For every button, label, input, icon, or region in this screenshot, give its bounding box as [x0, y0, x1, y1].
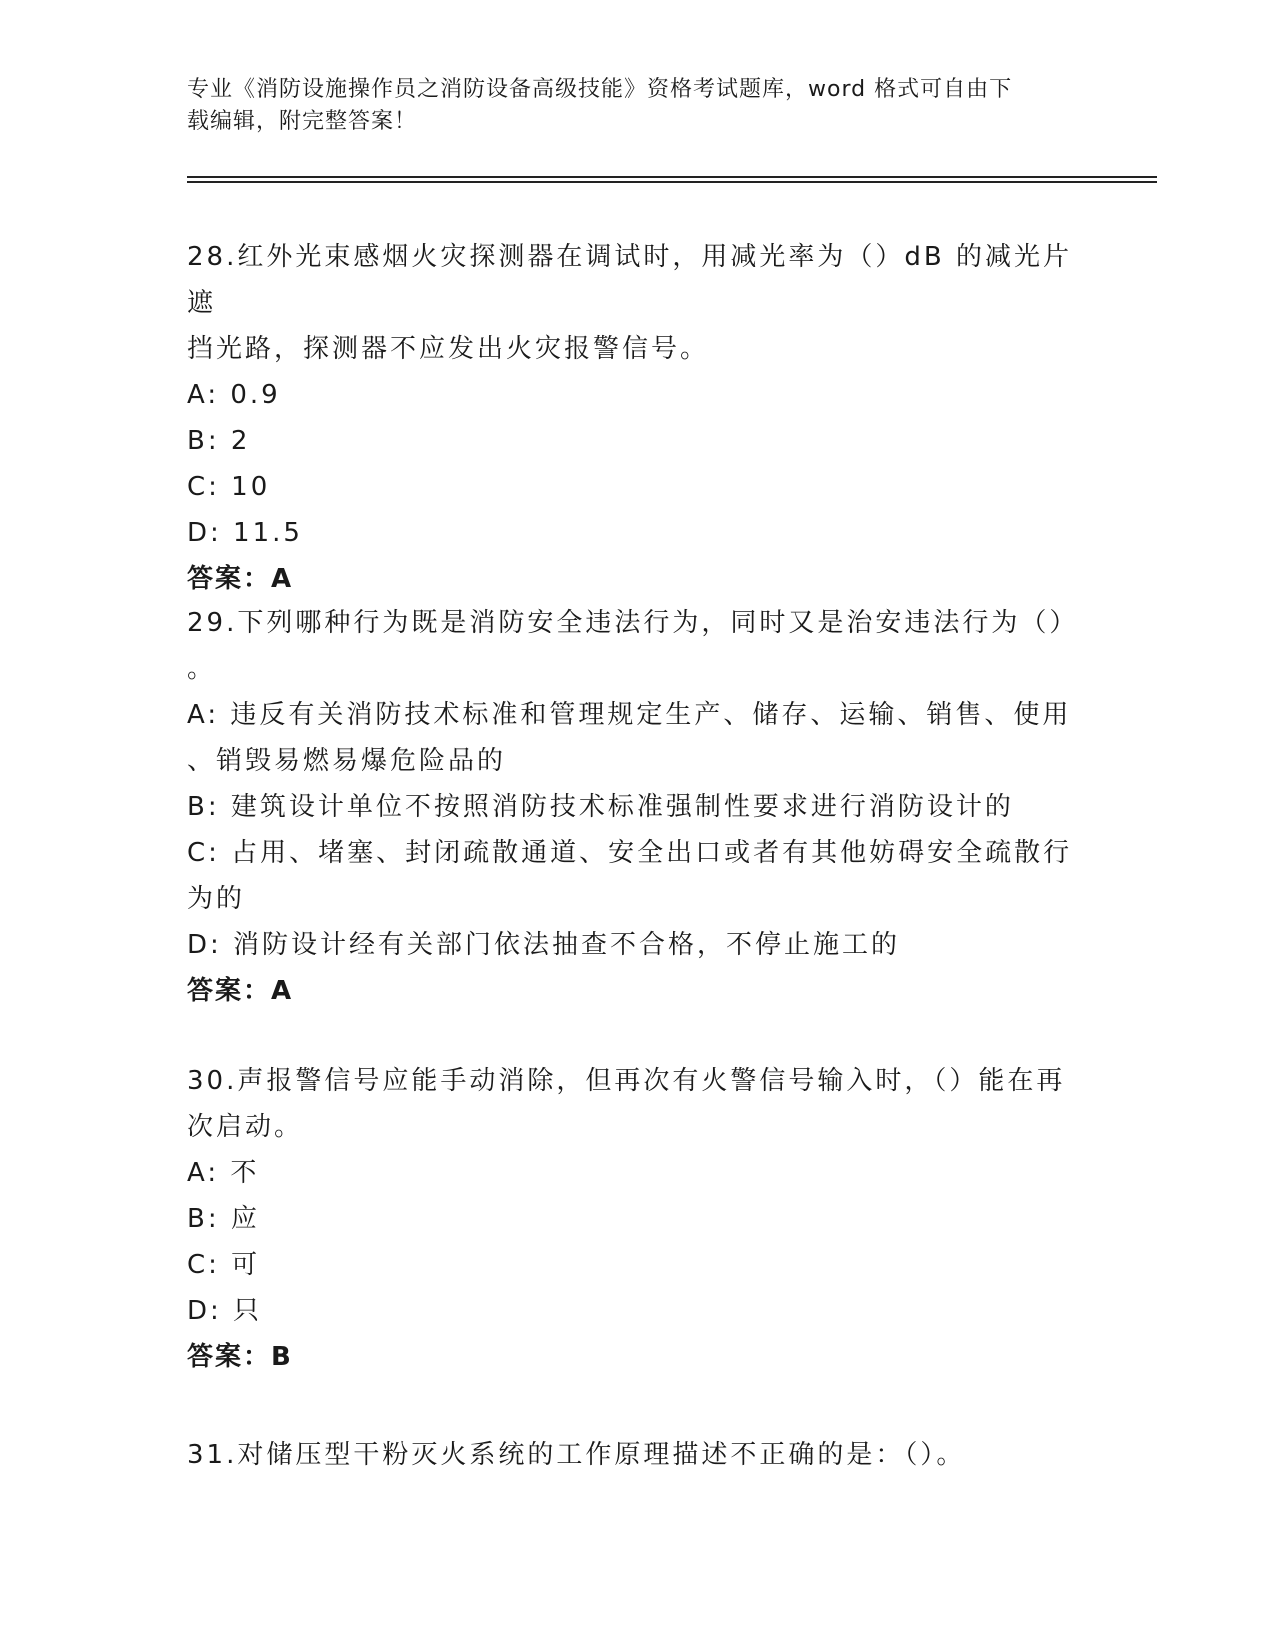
question-stem-line: 30.声报警信号应能手动消除，但再次有火警信号输入时，（）能在再	[187, 1066, 1066, 1096]
option-a-continued: 、销毁易燃易爆危险品的	[187, 746, 507, 776]
question-stem-line: 。	[187, 654, 217, 684]
question-stem-line: 28.红外光束感烟火灾探测器在调试时，用减光率为（）dB 的减光片遮	[187, 242, 1072, 318]
option-c: C: 10	[187, 472, 271, 502]
question-31	[187, 1432, 1087, 1478]
option-a: A: 违反有关消防技术标准和管理规定生产、储存、运输、销售、使用	[187, 700, 1072, 730]
option-b: B: 建筑设计单位不按照消防技术标准强制性要求进行消防设计的	[187, 792, 1014, 822]
option-c: C: 可	[187, 1250, 261, 1280]
option-a: A: 不	[187, 1158, 260, 1188]
document-header	[187, 74, 1067, 138]
header-line-2: 载编辑，附完整答案！	[187, 109, 418, 134]
option-b: B: 2	[187, 426, 251, 456]
option-a: A: 0.9	[187, 380, 281, 410]
header-divider-bottom	[187, 181, 1157, 183]
answer: 答案：A	[187, 976, 294, 1006]
option-c-continued: 为的	[187, 884, 246, 914]
question-stem-line: 挡光路，探测器不应发出火灾报警信号。	[187, 334, 710, 364]
answer: 答案：A	[187, 564, 294, 594]
question-stem-line: 29.下列哪种行为既是消防安全违法行为，同时又是治安违法行为（）	[187, 608, 1079, 638]
option-b: B: 应	[187, 1204, 260, 1234]
question-stem-line: 31.对储压型干粉灭火系统的工作原理描述不正确的是：（）。	[187, 1440, 966, 1470]
question-28	[187, 234, 1087, 602]
question-29	[187, 600, 1087, 1014]
question-stem-line: 次启动。	[187, 1112, 304, 1142]
header-divider-top	[187, 176, 1157, 178]
header-line-1: 专业《消防设施操作员之消防设备高级技能》资格考试题库，word 格式可自由下	[187, 77, 1013, 102]
option-c: C: 占用、堵塞、封闭疏散通道、安全出口或者有其他妨碍安全疏散行	[187, 838, 1073, 868]
option-d: D: 只	[187, 1296, 263, 1326]
option-d: D: 11.5	[187, 518, 303, 548]
question-30	[187, 1058, 1087, 1380]
answer: 答案：B	[187, 1342, 293, 1372]
option-d: D: 消防设计经有关部门依法抽查不合格，不停止施工的	[187, 930, 901, 960]
